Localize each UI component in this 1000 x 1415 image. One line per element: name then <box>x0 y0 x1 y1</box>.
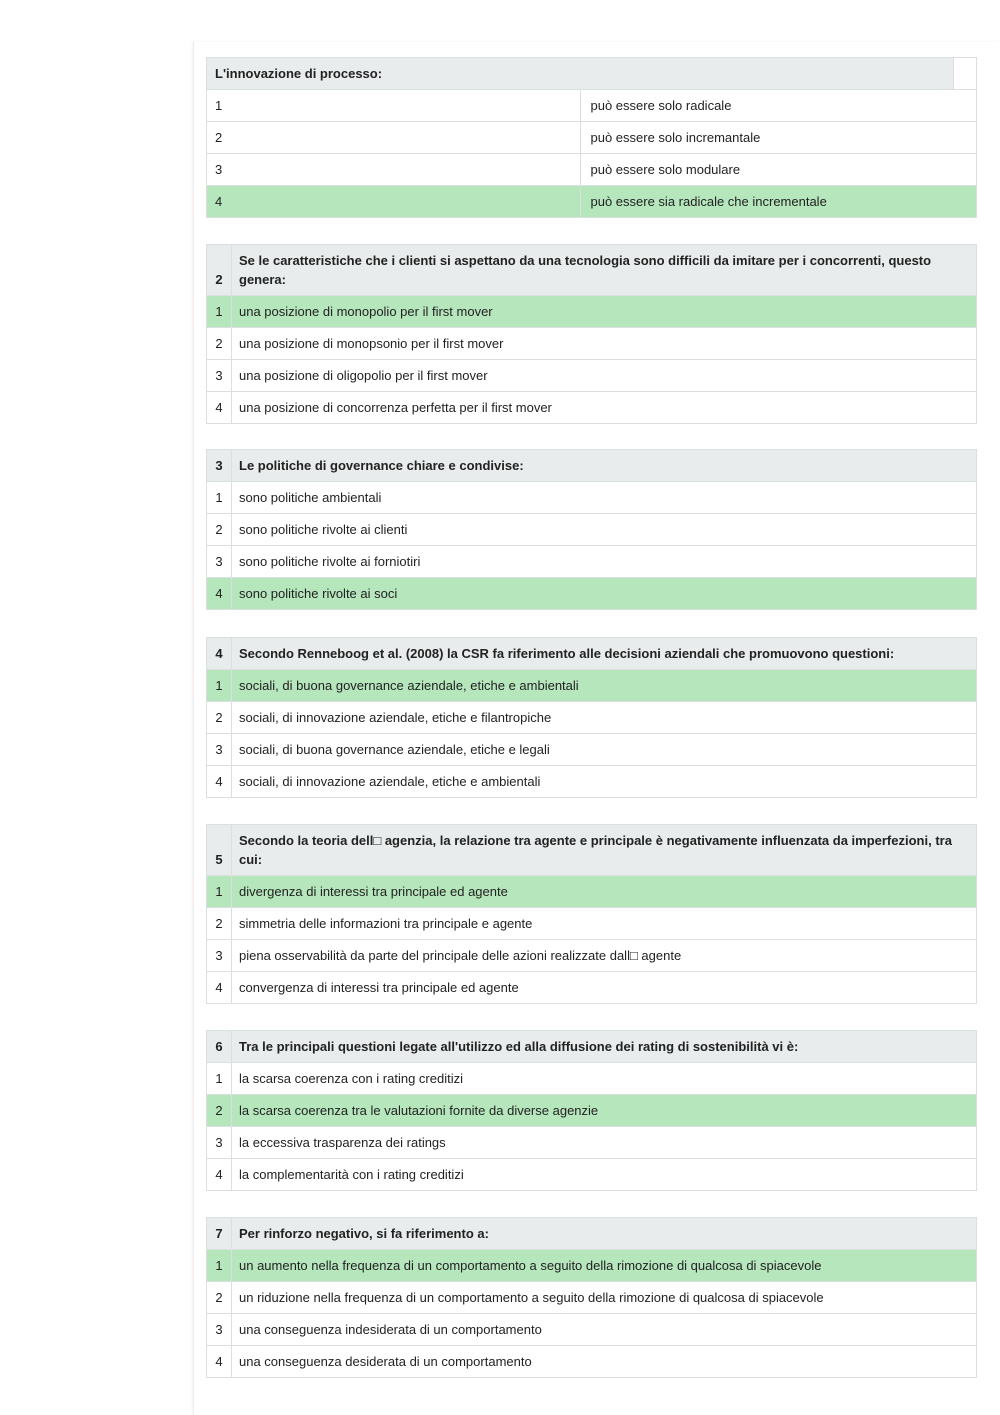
option-text: può essere solo incremantale <box>580 122 977 154</box>
question-block-6 <box>206 1030 977 1191</box>
option-row-correct <box>207 1095 977 1127</box>
option-text: una posizione di monopsonio per il first mover <box>232 328 977 360</box>
option-text: una posizione di concorrenza perfetta per il first mover <box>232 392 977 424</box>
question-text: L'innovazione di processo: <box>207 58 954 90</box>
question-block-1 <box>206 57 977 218</box>
option-text: la complementarità con i rating creditizi <box>232 1159 977 1191</box>
option-number: 4 <box>207 1159 232 1191</box>
option-number: 2 <box>207 702 232 734</box>
option-number: 3 <box>207 940 232 972</box>
question-text: Se le caratteristiche che i clienti si aspettano da una tecnologia sono difficili da imitare per i concorrenti, questo genera: <box>232 245 977 296</box>
question-block-3 <box>206 449 977 610</box>
question-text: Secondo Renneboog et al. (2008) la CSR fa riferimento alle decisioni aziendali che promuovono questioni: <box>232 638 977 670</box>
question-block-5 <box>206 824 977 1004</box>
option-row <box>207 1063 977 1095</box>
option-text: divergenza di interessi tra principale ed agente <box>232 876 977 908</box>
option-row-correct <box>207 578 977 610</box>
question-number: 6 <box>207 1031 232 1063</box>
option-row <box>207 482 977 514</box>
option-text: sociali, di innovazione aziendale, etiche e filantropiche <box>232 702 977 734</box>
option-row <box>207 1282 977 1314</box>
question-text: Per rinforzo negativo, si fa riferimento a: <box>232 1218 977 1250</box>
option-row <box>207 766 977 798</box>
option-row-correct <box>207 296 977 328</box>
option-text: una conseguenza desiderata di un comportamento <box>232 1346 977 1378</box>
option-number: 3 <box>207 1314 232 1346</box>
option-number: 4 <box>207 1346 232 1378</box>
option-row <box>207 514 977 546</box>
option-number: 3 <box>207 1127 232 1159</box>
header-gap <box>954 58 977 90</box>
option-row <box>207 90 977 122</box>
question-header <box>207 825 977 876</box>
option-row <box>207 940 977 972</box>
option-row <box>207 734 977 766</box>
option-number: 4 <box>207 186 581 218</box>
option-number: 3 <box>207 734 232 766</box>
option-row-correct <box>207 186 977 218</box>
option-number: 4 <box>207 578 232 610</box>
question-block-4 <box>206 637 977 798</box>
option-text: una posizione di oligopolio per il first mover <box>232 360 977 392</box>
option-text: un aumento nella frequenza di un comportamento a seguito della rimozione di qualcosa di spiacevole <box>232 1250 977 1282</box>
option-number: 1 <box>207 90 581 122</box>
question-header <box>207 1031 977 1063</box>
option-row <box>207 1159 977 1191</box>
option-number: 2 <box>207 514 232 546</box>
option-text: sono politiche rivolte ai forniotiri <box>232 546 977 578</box>
option-row <box>207 1346 977 1378</box>
question-header <box>207 638 977 670</box>
option-number: 2 <box>207 122 581 154</box>
question-text: Secondo la teoria dell□ agenzia, la relazione tra agente e principale è negativamente influenzata da imperfezioni, tra cui: <box>232 825 977 876</box>
option-row <box>207 154 977 186</box>
question-number: 4 <box>207 638 232 670</box>
option-row <box>207 972 977 1004</box>
question-number: 3 <box>207 450 232 482</box>
option-text: sociali, di buona governance aziendale, etiche e legali <box>232 734 977 766</box>
option-text: può essere solo modulare <box>580 154 977 186</box>
option-number: 2 <box>207 328 232 360</box>
option-number: 4 <box>207 972 232 1004</box>
option-text: può essere sia radicale che incrementale <box>580 186 977 218</box>
question-header <box>207 1218 977 1250</box>
question-block-7 <box>206 1217 977 1378</box>
option-text: la scarsa coerenza con i rating creditizi <box>232 1063 977 1095</box>
question-number: 7 <box>207 1218 232 1250</box>
option-text: la scarsa coerenza tra le valutazioni fornite da diverse agenzie <box>232 1095 977 1127</box>
option-text: sociali, di innovazione aziendale, etiche e ambientali <box>232 766 977 798</box>
option-text: sono politiche ambientali <box>232 482 977 514</box>
option-row <box>207 360 977 392</box>
option-text: simmetria delle informazioni tra principale e agente <box>232 908 977 940</box>
option-number: 4 <box>207 392 232 424</box>
option-number: 3 <box>207 360 232 392</box>
question-header <box>207 450 977 482</box>
option-text: sono politiche rivolte ai clienti <box>232 514 977 546</box>
option-row <box>207 908 977 940</box>
option-text: una conseguenza indesiderata di un comportamento <box>232 1314 977 1346</box>
option-text: può essere solo radicale <box>580 90 977 122</box>
option-text: convergenza di interessi tra principale ed agente <box>232 972 977 1004</box>
option-number: 1 <box>207 296 232 328</box>
question-number: 2 <box>207 245 232 296</box>
option-row <box>207 702 977 734</box>
option-number: 1 <box>207 482 232 514</box>
question-text: Tra le principali questioni legate all'utilizzo ed alla diffusione dei rating di sostenibilità vi è: <box>232 1031 977 1063</box>
option-text: la eccessiva trasparenza dei ratings <box>232 1127 977 1159</box>
option-text: sociali, di buona governance aziendale, etiche e ambientali <box>232 670 977 702</box>
question-header <box>207 58 977 90</box>
option-row <box>207 392 977 424</box>
option-text: piena osservabilità da parte del principale delle azioni realizzate dall□ agente <box>232 940 977 972</box>
option-row <box>207 1127 977 1159</box>
option-number: 2 <box>207 1095 232 1127</box>
option-number: 2 <box>207 908 232 940</box>
question-text: Le politiche di governance chiare e condivise: <box>232 450 977 482</box>
option-row-correct <box>207 670 977 702</box>
option-row-correct <box>207 876 977 908</box>
option-text: una posizione di monopolio per il first mover <box>232 296 977 328</box>
option-number: 1 <box>207 876 232 908</box>
question-header <box>207 245 977 296</box>
option-number: 2 <box>207 1282 232 1314</box>
option-number: 1 <box>207 1250 232 1282</box>
option-text: sono politiche rivolte ai soci <box>232 578 977 610</box>
question-number: 5 <box>207 825 232 876</box>
option-text: un riduzione nella frequenza di un comportamento a seguito della rimozione di qualcosa di spiacevole <box>232 1282 977 1314</box>
option-number: 1 <box>207 1063 232 1095</box>
option-number: 3 <box>207 154 581 186</box>
option-number: 3 <box>207 546 232 578</box>
option-row <box>207 328 977 360</box>
question-block-2 <box>206 244 977 424</box>
option-row <box>207 1314 977 1346</box>
option-number: 4 <box>207 766 232 798</box>
option-number: 1 <box>207 670 232 702</box>
option-row-correct <box>207 1250 977 1282</box>
option-row <box>207 546 977 578</box>
option-row <box>207 122 977 154</box>
